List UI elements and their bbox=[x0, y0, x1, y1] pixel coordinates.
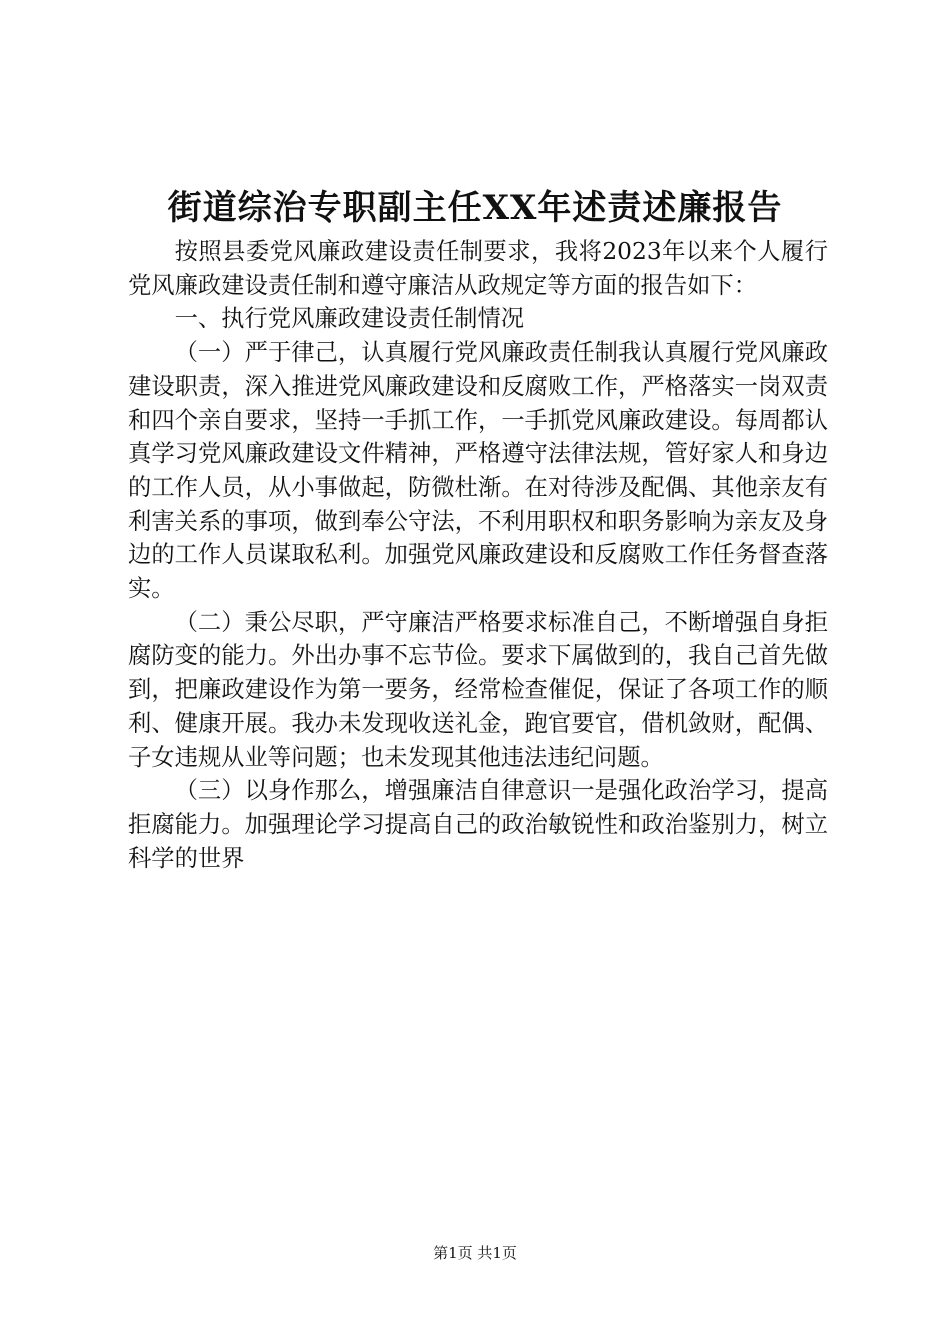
document-title: 街道综治专职副主任XX年述责述廉报告 bbox=[167, 188, 783, 228]
page-footer: 第1页 共1页 bbox=[433, 1244, 517, 1262]
paragraph-section-3: （三）以身作那么，增强廉洁自律意识一是强化政治学习，提高拒腐能力。加强理论学习提高自己的政治敏锐性和政治鉴别力，树立科学的世界 bbox=[128, 777, 828, 872]
paragraph-section-2: （二）秉公尽职，严守廉洁严格要求标准自己，不断增强自身拒腐防变的能力。外出办事不忘节俭。要求下属做到的，我自己首先做到，把廉政建设作为第一要务，经常检查催促，保证了各项工作的顺利、健康开展。我办未发现收送礼金，跑官要官，借机敛财，配偶、子女违规从业等问题；也未发现其他违法违纪问题。 bbox=[128, 608, 828, 771]
paragraph-intro: 按照县委党风廉政建设责任制要求，我将2023年以来个人履行党风廉政建设责任制和遵守廉洁从政规定等方面的报告如下： bbox=[128, 238, 828, 299]
paragraph-section-1: （一）严于律己，认真履行党风廉政责任制我认真履行党风廉政建设职责，深入推进党风廉政建设和反腐败工作，严格落实一岗双责和四个亲自要求，坚持一手抓工作，一手抓党风廉政建设。每周都认真学习党风廉政建设文件精神，严格遵守法律法规，管好家人和身边的工作人员，从小事做起，防微杜渐。在对待涉及配偶、其他亲友有利害关系的事项，做到奉公守法，不利用职权和职务影响为亲友及身边的工作人员谋取私利。加强党风廉政建设和反腐败工作任务督查落实。 bbox=[128, 339, 828, 603]
document-body bbox=[128, 235, 828, 875]
section-heading: 一、执行党风廉政建设责任制情况 bbox=[174, 305, 525, 333]
